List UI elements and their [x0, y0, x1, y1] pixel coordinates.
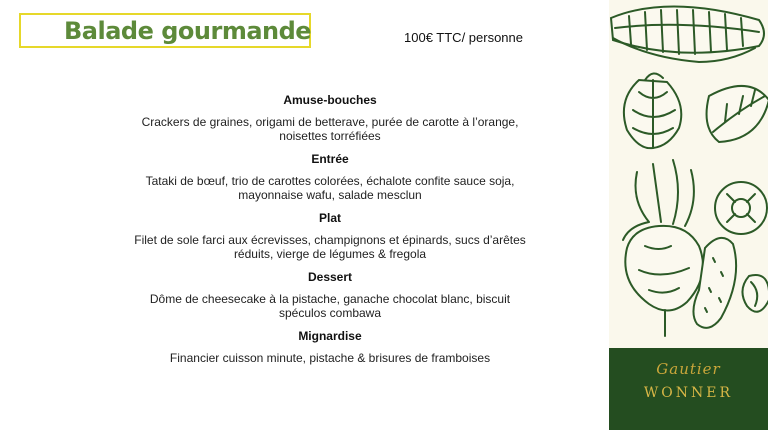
course-description-line: Financier cuisson minute, pistache & brisures de framboises — [169, 351, 491, 365]
course-description-line: réduits, vierge de légumes & fregola — [233, 246, 427, 261]
menu-list — [120, 93, 540, 375]
course-description-line: spéculos combawa — [278, 305, 382, 320]
page-title: Balade gourmande — [64, 16, 312, 45]
brand-name: WONNER — [643, 385, 734, 401]
course-description-line: Filet de sole farci aux écrevisses, champignons et épinards, sucs d’arêtes — [134, 233, 526, 247]
course-description — [120, 352, 540, 366]
course-plat — [120, 211, 540, 261]
tomato-icon — [715, 182, 767, 234]
course-description-line: Tataki de bœuf, trio de carottes colorées, échalote confite sauce soja, — [145, 174, 515, 188]
course-title: Amuse-bouches — [283, 93, 377, 107]
course-dessert — [120, 270, 540, 320]
course-description — [120, 234, 540, 261]
course-title: Plat — [318, 211, 341, 225]
artichoke-icon — [624, 73, 681, 148]
price-label: 100€ TTC/ personne — [404, 30, 523, 45]
course-title: Entrée — [311, 152, 349, 166]
onion-icon — [742, 275, 768, 312]
vegetable-illustration-panel — [609, 0, 768, 430]
course-title: Dessert — [307, 270, 353, 284]
vegetable-illustration — [609, 0, 768, 348]
course-description-line: noisettes torréfiées — [279, 128, 381, 143]
corn-icon — [611, 6, 764, 62]
title-box — [19, 13, 311, 48]
course-description — [120, 293, 540, 320]
course-entree — [120, 152, 540, 202]
beet-icon — [623, 160, 703, 336]
course-mignardise — [120, 329, 540, 366]
course-description — [120, 175, 540, 202]
brand-script: Gautier — [656, 360, 721, 378]
course-title: Mignardise — [298, 329, 362, 343]
course-description — [120, 116, 540, 143]
course-description-line: Dôme de cheesecake à la pistache, ganache chocolat blanc, biscuit — [149, 292, 511, 306]
leaf-icon — [707, 86, 768, 142]
course-description-line: mayonnaise wafu, salade mesclun — [238, 187, 422, 202]
course-description-line: Crackers de graines, origami de betterave, purée de carotte à l’orange, — [141, 115, 519, 129]
course-amuse-bouches — [120, 93, 540, 143]
